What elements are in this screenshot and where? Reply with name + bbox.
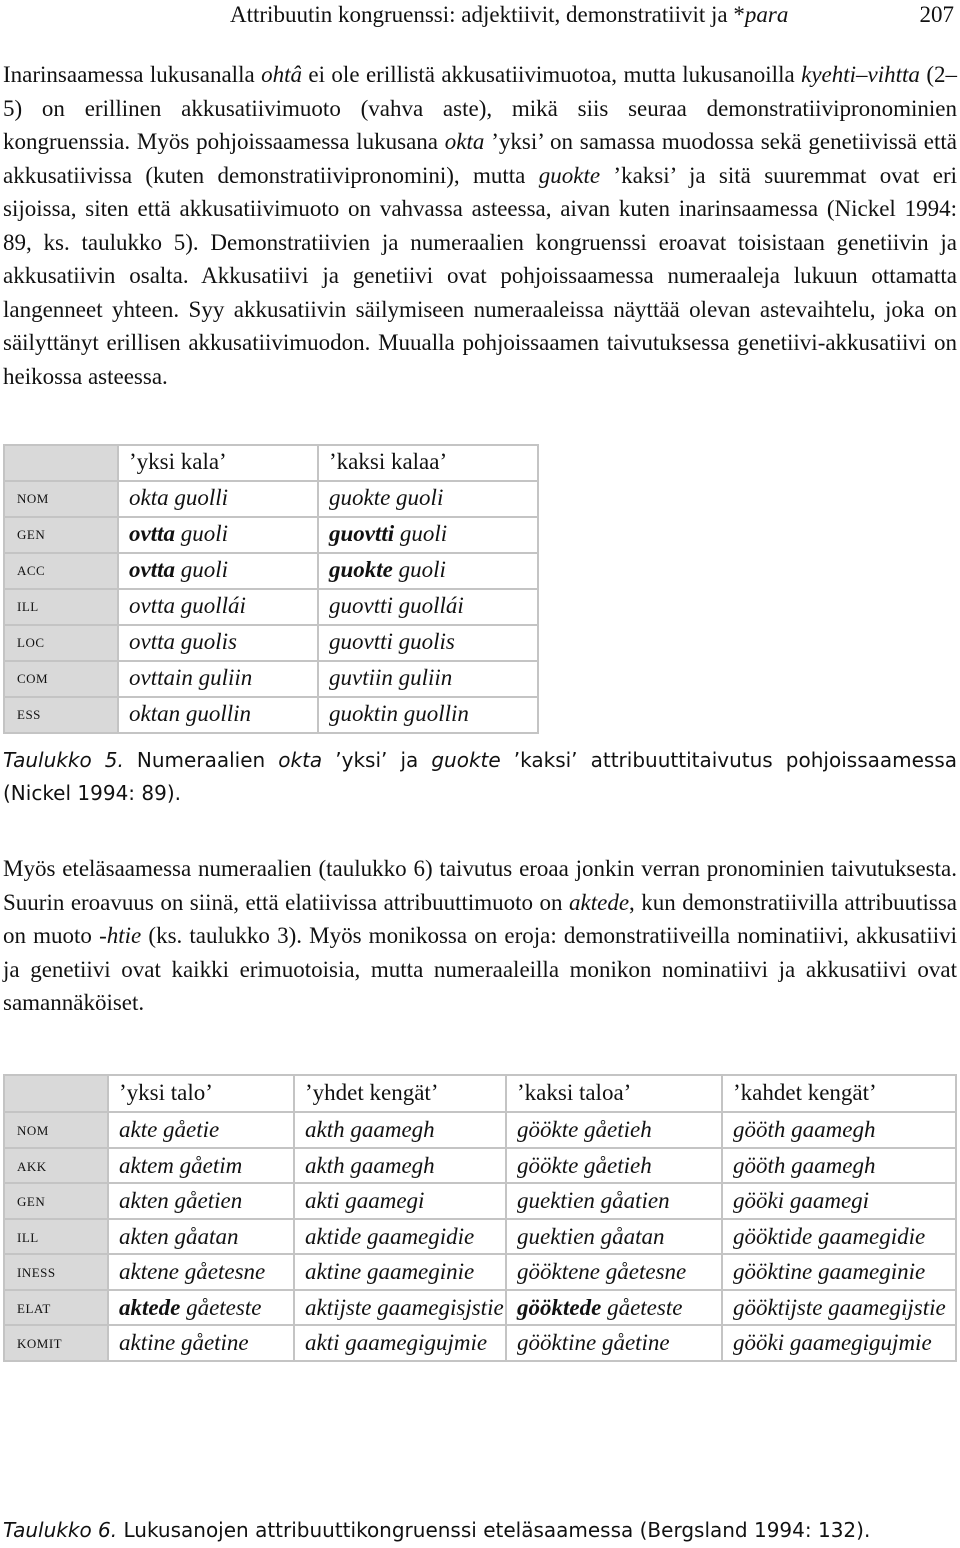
case-label-cell: gen xyxy=(4,1183,108,1219)
form-text: aktine gåetine xyxy=(119,1330,249,1355)
form-text: guoktin guollin xyxy=(329,701,469,726)
form-text: guektien gåatan xyxy=(517,1223,665,1249)
case-label-cell: acc xyxy=(4,553,118,589)
form-text: gööktijste gaamegijstie xyxy=(733,1294,946,1320)
running-head-title xyxy=(230,0,788,30)
form-cell xyxy=(108,1325,294,1361)
table-row xyxy=(4,481,538,517)
form-text: guvtiin guliin xyxy=(329,665,453,690)
form-cell xyxy=(318,697,538,733)
header-cell-empty xyxy=(4,445,118,481)
table-row xyxy=(4,553,538,589)
table-row xyxy=(4,1219,956,1255)
form-text: gööth gaamegh xyxy=(733,1117,876,1142)
table-row xyxy=(4,1112,956,1148)
case-label-cell: ill xyxy=(4,589,118,625)
header-cell-empty xyxy=(4,1075,108,1112)
para1-term: kyehti–vihtta xyxy=(801,62,920,87)
form-text: akten gåatan xyxy=(119,1223,239,1249)
form-bold: ovtta xyxy=(129,521,175,546)
table-header-row xyxy=(4,445,538,481)
header-cell: ’kaksi kalaa’ xyxy=(318,445,538,481)
para2-text: (ks. taulukko 3). Myös monikossa on eroja: demonstratiiveilla nominatiivi, akkusatiivi ja genetiivi ovat kaikki erimuotoisia, mutta numeraaleilla monikon nominatiivi ja akkusatiivi ovat samannäköiset. xyxy=(3,923,957,1015)
para1-term: okta xyxy=(444,129,485,154)
case-label-cell: com xyxy=(4,661,118,697)
table-5-caption xyxy=(3,744,957,810)
form-cell xyxy=(318,661,538,697)
case-label-cell: komit xyxy=(4,1325,108,1361)
header-cell: ’yksi kala’ xyxy=(118,445,318,481)
form-cell xyxy=(294,1183,506,1219)
form-cell xyxy=(108,1254,294,1290)
para2-text: , kun demonstratiivilla attribuutissa on muoto xyxy=(3,889,957,948)
form-cell xyxy=(506,1148,722,1184)
form-cell xyxy=(318,589,538,625)
form-cell xyxy=(108,1219,294,1255)
table-row xyxy=(4,1254,956,1290)
form-cell xyxy=(294,1112,506,1148)
para2-term: aktede xyxy=(569,889,630,915)
form-text: aktijste gaamegisjstie xyxy=(305,1294,504,1320)
form-text: guokte guoli xyxy=(329,485,444,510)
form-cell xyxy=(506,1254,722,1290)
form-cell xyxy=(294,1219,506,1255)
form-cell xyxy=(318,517,538,553)
header-cell: ’yksi talo’ xyxy=(108,1075,294,1112)
form-text: akth gaamegh xyxy=(305,1117,435,1142)
case-label-cell: nom xyxy=(4,481,118,517)
para1-text: ’kaksi’ ja sitä suuremmat ovat eri sijoissa, siten että akkusatiivimuoto on vahvassa asteessa, aivan kuten inarinsaamessa (Nickel 1994: 89, ks. taulukko 5). Demonstratiivien ja numeraalien kongruenssi eroavat toisistaan genetiivin ja akkusatiivin osalta. Akkusatiivi ja genetiivi ovat pohjoissaamessa numeraaleja lukuun ottamatta langenneet yhteen. Syy akkusatiivin säilymiseen numeraaleissa näyttää olevan astevaihtelu, joka on säilyttänyt erillisen akkusatiivimuodon. Muualla pohjoissaamen taivutuksessa genetiivi-akkusatiivi on heikossa asteessa. xyxy=(3,162,957,389)
form-text: göökte gåetieh xyxy=(517,1152,652,1178)
form-cell xyxy=(318,625,538,661)
form-text: gööth gaamegh xyxy=(733,1152,876,1178)
form-cell xyxy=(506,1325,722,1361)
caption-label: Taulukko 6. xyxy=(3,1518,118,1542)
case-label-cell: gen xyxy=(4,517,118,553)
table-6-caption xyxy=(3,1514,957,1547)
caption-text: ’kaksi’ attribuuttitaivutus pohjoissaamessa (Nickel 1994: 89). xyxy=(3,748,958,805)
para1-text: (2–5) on erillinen akkusatiivimuoto (vahva aste), mikä siis seuraa demonstratiivipronominien kongruenssia. Myös pohjoissaamessa lukusana xyxy=(3,62,957,154)
case-label-cell: akk xyxy=(4,1148,108,1184)
form-text: gööktene gåetesne xyxy=(517,1259,687,1284)
running-head xyxy=(230,0,956,30)
form-text: akti gaamegi xyxy=(305,1188,425,1213)
caption-term: okta xyxy=(278,748,323,772)
form-cell xyxy=(118,589,318,625)
form-text: aktem gåetim xyxy=(119,1152,243,1178)
header-cell: ’kaksi taloa’ xyxy=(506,1075,722,1112)
form-text: gööktide gaamegidie xyxy=(733,1223,926,1249)
caption-text: Numeraalien xyxy=(123,748,279,772)
form-text: guoli xyxy=(175,521,229,546)
form-cell xyxy=(722,1112,956,1148)
body-paragraph-1 xyxy=(3,58,957,393)
form-cell xyxy=(722,1148,956,1184)
form-text: akti gaamegigujmie xyxy=(305,1330,488,1355)
form-cell xyxy=(318,481,538,517)
form-cell xyxy=(294,1254,506,1290)
para1-term: guokte xyxy=(538,162,601,188)
case-label-cell: ill xyxy=(4,1219,108,1255)
form-cell xyxy=(318,553,538,589)
form-bold: aktede xyxy=(119,1294,181,1320)
table-row xyxy=(4,625,538,661)
caption-text: Lukusanojen attribuuttikongruenssi eteläsaamessa (Bergsland 1994: 132). xyxy=(117,1518,871,1542)
caption-text: ’yksi’ ja xyxy=(322,748,432,772)
form-cell xyxy=(118,697,318,733)
form-bold: gööktede xyxy=(517,1294,602,1320)
form-text: gåeteste xyxy=(601,1294,683,1320)
caption-label: Taulukko 5. xyxy=(3,748,124,772)
case-label-cell: nom xyxy=(4,1112,108,1148)
form-cell xyxy=(506,1290,722,1326)
form-cell xyxy=(722,1325,956,1361)
running-head-title-text: Attribuutin kongruenssi: adjektiivit, demonstratiivit ja * xyxy=(230,2,745,27)
table-6 xyxy=(3,1074,957,1362)
body-paragraph-2 xyxy=(3,852,957,1020)
form-cell xyxy=(294,1148,506,1184)
table-row xyxy=(4,1325,956,1361)
table-row xyxy=(4,517,538,553)
form-text: akten gåetien xyxy=(119,1188,243,1213)
form-cell xyxy=(506,1112,722,1148)
form-text: okta guolli xyxy=(129,485,229,510)
form-text: guovtti guollái xyxy=(329,593,464,618)
page-number: 207 xyxy=(919,2,954,27)
para1-text: ’yksi’ on samassa muodossa sekä genetiivissä että akkusatiivissa (kuten demonstratiivipronomini), mutta xyxy=(3,129,957,188)
form-cell xyxy=(722,1219,956,1255)
table-row xyxy=(4,661,538,697)
form-text: aktide gaamegidie xyxy=(305,1223,475,1249)
form-text: aktine gaameginie xyxy=(305,1259,475,1284)
case-label-cell: elat xyxy=(4,1290,108,1326)
table-row xyxy=(4,1183,956,1219)
form-text: ovtta guollái xyxy=(129,593,246,618)
table-row xyxy=(4,1148,956,1184)
form-cell xyxy=(722,1290,956,1326)
para2-term: -htie xyxy=(99,923,142,948)
case-label-cell: loc xyxy=(4,625,118,661)
form-text: oktan guollin xyxy=(129,701,252,726)
para1-text: Inarinsaamessa lukusanalla xyxy=(3,62,262,87)
table-header-row xyxy=(4,1075,956,1112)
form-bold: ovtta xyxy=(129,557,175,582)
form-text: guovtti guolis xyxy=(329,629,455,654)
form-text: göökte gåetieh xyxy=(517,1117,652,1142)
case-label-cell: iness xyxy=(4,1254,108,1290)
form-cell xyxy=(722,1183,956,1219)
form-cell xyxy=(118,481,318,517)
form-cell xyxy=(118,625,318,661)
table-row xyxy=(4,589,538,625)
para1-text: ei ole erillistä akkusatiivimuotoa, mutta lukusanoilla xyxy=(301,62,802,87)
form-bold: guovtti xyxy=(329,521,395,546)
form-bold: guokte xyxy=(329,557,393,582)
form-text: gööktine gaameginie xyxy=(733,1259,926,1284)
table-row xyxy=(4,1290,956,1326)
form-cell xyxy=(118,553,318,589)
form-text: guoli xyxy=(392,557,446,582)
table-row xyxy=(4,697,538,733)
form-cell xyxy=(108,1290,294,1326)
form-cell xyxy=(108,1112,294,1148)
form-text: gööktine gåetine xyxy=(517,1330,670,1355)
table-5 xyxy=(3,444,539,734)
form-text: ovtta guolis xyxy=(129,629,237,654)
para2-text: Myös eteläsaamessa numeraalien (taulukko 6) taivutus eroaa jonkin verran pronominien taivutuksesta. Suurin eroavuus on siinä, että elatiivissa attribuuttimuoto on xyxy=(3,856,957,915)
form-text: guoli xyxy=(175,557,229,582)
form-text: gööki gaamegi xyxy=(733,1188,870,1213)
form-text: akte gåetie xyxy=(119,1117,220,1142)
para1-term: ohtâ xyxy=(261,62,302,87)
form-text: gåeteste xyxy=(180,1294,262,1320)
form-text: gööki gaamegigujmie xyxy=(733,1330,932,1355)
caption-term: guokte xyxy=(431,748,501,772)
form-cell xyxy=(722,1254,956,1290)
form-cell xyxy=(118,517,318,553)
form-cell xyxy=(506,1219,722,1255)
form-text: guektien gåatien xyxy=(517,1188,670,1213)
running-head-title-italic: para xyxy=(744,2,789,27)
case-label-cell: ess xyxy=(4,697,118,733)
form-cell xyxy=(108,1183,294,1219)
form-text: guoli xyxy=(394,521,448,546)
form-text: akth gaamegh xyxy=(305,1152,435,1178)
form-text: aktene gåetesne xyxy=(119,1259,266,1284)
form-cell xyxy=(294,1325,506,1361)
header-cell: ’yhdet kengät’ xyxy=(294,1075,506,1112)
form-cell xyxy=(118,661,318,697)
header-cell: ’kahdet kengät’ xyxy=(722,1075,956,1112)
form-cell xyxy=(506,1183,722,1219)
form-cell xyxy=(108,1148,294,1184)
form-text: ovttain guliin xyxy=(129,665,253,690)
form-cell xyxy=(294,1290,506,1326)
